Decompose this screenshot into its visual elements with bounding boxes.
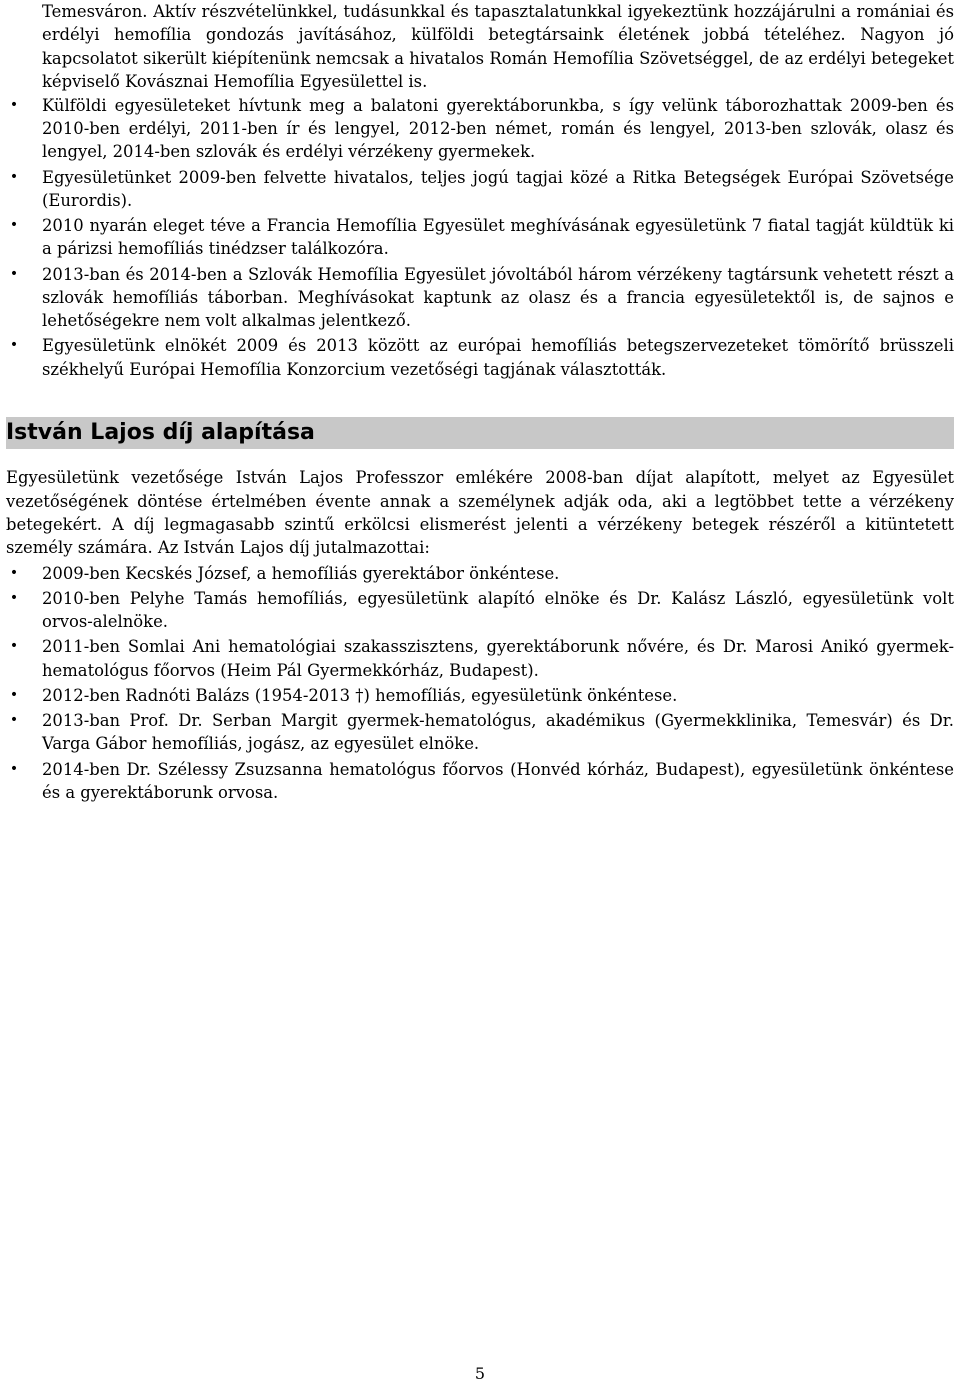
document-page <box>6 0 954 806</box>
list-item-text: 2009-ben Kecskés József, a hemofíliás gyerektábor önkéntese. <box>42 563 560 583</box>
list-item-text: Egyesületünk elnökét 2009 és 2013 között az európai hemofíliás betegszervezeteket tömörítő brüsszeli székhelyű Európai Hemofília Konzorcium vezetőségi tagjának választották. <box>42 336 954 379</box>
bullet-icon: • <box>9 712 19 729</box>
list-item <box>6 562 954 585</box>
list-item <box>6 587 954 634</box>
bullet-icon: • <box>9 686 19 703</box>
bullet-icon: • <box>9 265 19 282</box>
section-paragraph: Egyesületünk vezetősége István Lajos Professzor emlékére 2008-ban díjat alapított, melyet az Egyesület vezetőségének döntése értelmében évente annak a személynek adják oda, aki a legtöbbet tette a vérzékeny betegekért. A díj legmagasabb szintű erkölcsi elismerést jelenti a vérzékeny betegek részéről a kitüntetett személy számára. Az István Lajos díj jutalmazottai: <box>6 468 954 558</box>
list-item <box>6 709 954 756</box>
activities-list <box>6 94 954 382</box>
bullet-icon: • <box>9 217 19 234</box>
list-item-text: 2010 nyarán eleget téve a Francia Hemofília Egyesület meghívásának egyesületünk 7 fiatal tagját küldtük ki a párizsi hemofíliás tinédzser találkozóra. <box>42 216 954 259</box>
bullet-icon: • <box>9 96 19 113</box>
page-number: 5 <box>474 1364 486 1383</box>
list-item <box>6 334 954 381</box>
list-item-text: 2012-ben Radnóti Balázs (1954-2013 †) hemofíliás, egyesületünk önkéntese. <box>42 685 678 705</box>
awards-list <box>6 562 954 805</box>
list-item <box>6 263 954 333</box>
section-heading: István Lajos díj alapítása <box>6 417 954 449</box>
bullet-icon: • <box>9 760 19 777</box>
list-item <box>6 94 954 164</box>
list-item <box>6 635 954 682</box>
bullet-icon: • <box>9 337 19 354</box>
bullet-icon: • <box>9 168 19 185</box>
list-item <box>6 758 954 805</box>
list-item-text: Egyesületünket 2009-ben felvette hivatalos, teljes jogú tagjai közé a Ritka Betegségek Európai Szövetsége (Eurordis). <box>42 167 954 210</box>
list-item-text: 2014-ben Dr. Szélessy Zsuzsanna hematológus főorvos (Honvéd kórház, Budapest), egyesületünk önkéntese és a gyerektáborunk orvosa. <box>42 759 954 802</box>
list-item <box>6 166 954 213</box>
bullet-icon: • <box>9 589 19 606</box>
list-item-text: 2010-ben Pelyhe Tamás hemofíliás, egyesületünk alapító elnöke és Dr. Kalász László, egyesületünk volt orvos-alelnöke. <box>42 588 954 632</box>
bullet-icon: • <box>9 638 19 655</box>
list-item-text: Külföldi egyesületeket hívtunk meg a balatoni gyerektáborunkba, s így velünk táborozhattak 2009-ben és 2010-ben erdélyi, 2011-ben ír és lengyel, 2012-ben német, román és lengyel, 2013-ben szlovák, olasz és lengyel, 2014-ben szlovák és erdélyi vérzékeny gyermekek. <box>42 95 954 162</box>
list-item-text: 2013-ban Prof. Dr. Serban Margit gyermek-hematológus, akadémikus (Gyermekklinika, Temesvár) és Dr. Varga Gábor hemofíliás, jogász, az egyesület elnöke. <box>42 711 954 754</box>
list-item-text: 2011-ben Somlai Ani hematológiai szakasszisztens, gyerektáborunk nővére, és Dr. Marosi Anikó gyermek-hematológus főorvos (Heim Pál Gyermekkórház, Budapest). <box>42 637 954 680</box>
list-item-text: 2013-ban és 2014-ben a Szlovák Hemofília Egyesület jóvoltából három vérzékeny tagtársunk vehetett részt a szlovák hemofíliás táborban. Meghívásokat kaptunk az olasz és a francia egyesületektől is, de sajnos e lehetőségekre nem volt alkalmas jelentkező. <box>42 264 954 331</box>
list-item <box>6 684 954 707</box>
list-item <box>6 214 954 261</box>
bullet-icon: • <box>9 564 19 581</box>
continuation-paragraph: Temesváron. Aktív részvételünkkel, tudásunkkal és tapasztalatunkkal igyekeztünk hozzájárulni a romániai és erdélyi hemofília gondozás javításához, külföldi betegtársaink életének jobbá tételéhez. Nagyon jó kapcsolatot sikerült kiépítenünk nemcsak a hivatalos Román Hemofília Szövetséggel, de az erdélyi betegeket képviselő Kovásznai Hemofília Egyesülettel is. <box>42 2 954 92</box>
